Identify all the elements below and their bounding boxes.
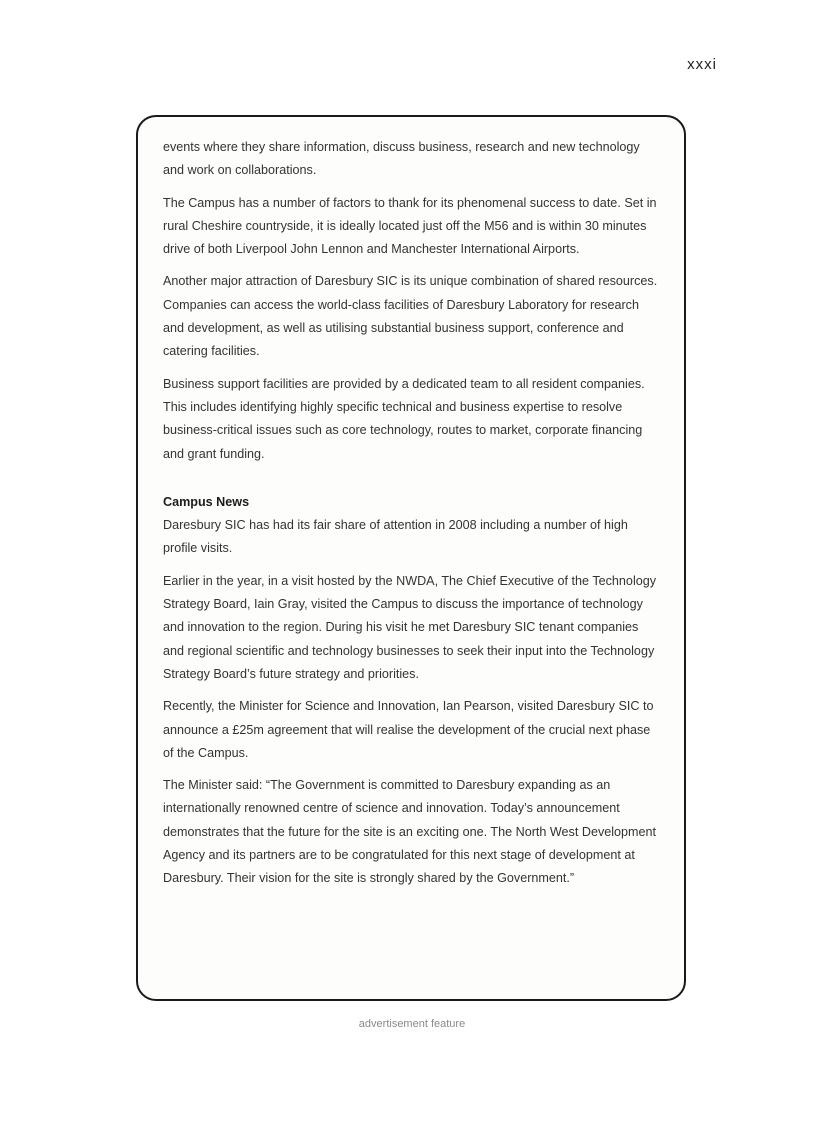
article-paragraph: Another major attraction of Daresbury SIC is its unique combination of shared resources. Companies can access the world-class facilities of Daresbury Laboratory for research and development, as well as utilising substantial business support, conference and catering facilities. xyxy=(163,274,658,359)
article-panel xyxy=(136,115,686,1001)
article-paragraph: The Campus has a number of factors to thank for its phenomenal success to date. Set in rural Cheshire countryside, it is ideally located just off the M56 and is within 30 minutes drive of both Liverpool John Lennon and Manchester International Airports. xyxy=(163,195,657,257)
section-paragraph: Earlier in the year, in a visit hosted by the NWDA, The Chief Executive of the Technology Strategy Board, Iain Gray, visited the Campus to discuss the importance of technology and innovation to the region. During his visit he met Daresbury SIC tenant companies and regional scientific and technology businesses to seek their input into the Technology Strategy Board’s future strategy and priorities. xyxy=(163,573,657,681)
section-paragraph: Daresbury SIC has had its fair share of attention in 2008 including a number of high profile visits. xyxy=(163,518,628,556)
advertisement-feature-label: advertisement feature xyxy=(358,1018,466,1030)
article-paragraph: Business support facilities are provided by a dedicated team to all resident companies. This includes identifying highly specific technical and business expertise to resolve business-critical issues such as core technology, routes to market, corporate financing and grant funding. xyxy=(163,376,645,461)
section-paragraph: The Minister said: “The Government is committed to Daresbury expanding as an internationally renowned centre of science and innovation. Today’s announcement demonstrates that the future for the site is an exciting one. The North West Development Agency and its partners are to be congratulated for this next stage of development at Daresbury. Their vision for the site is strongly shared by the Government.” xyxy=(163,778,657,886)
article-paragraph: events where they share information, discuss business, research and new technology and work on collaborations. xyxy=(163,140,640,178)
section-paragraph: Recently, the Minister for Science and Innovation, Ian Pearson, visited Daresbury SIC to announce a £25m agreement that will realise the development of the crucial next phase of the Campus. xyxy=(163,699,654,760)
page-number: xxxi xyxy=(687,56,717,73)
section-heading: Campus News xyxy=(163,494,250,509)
